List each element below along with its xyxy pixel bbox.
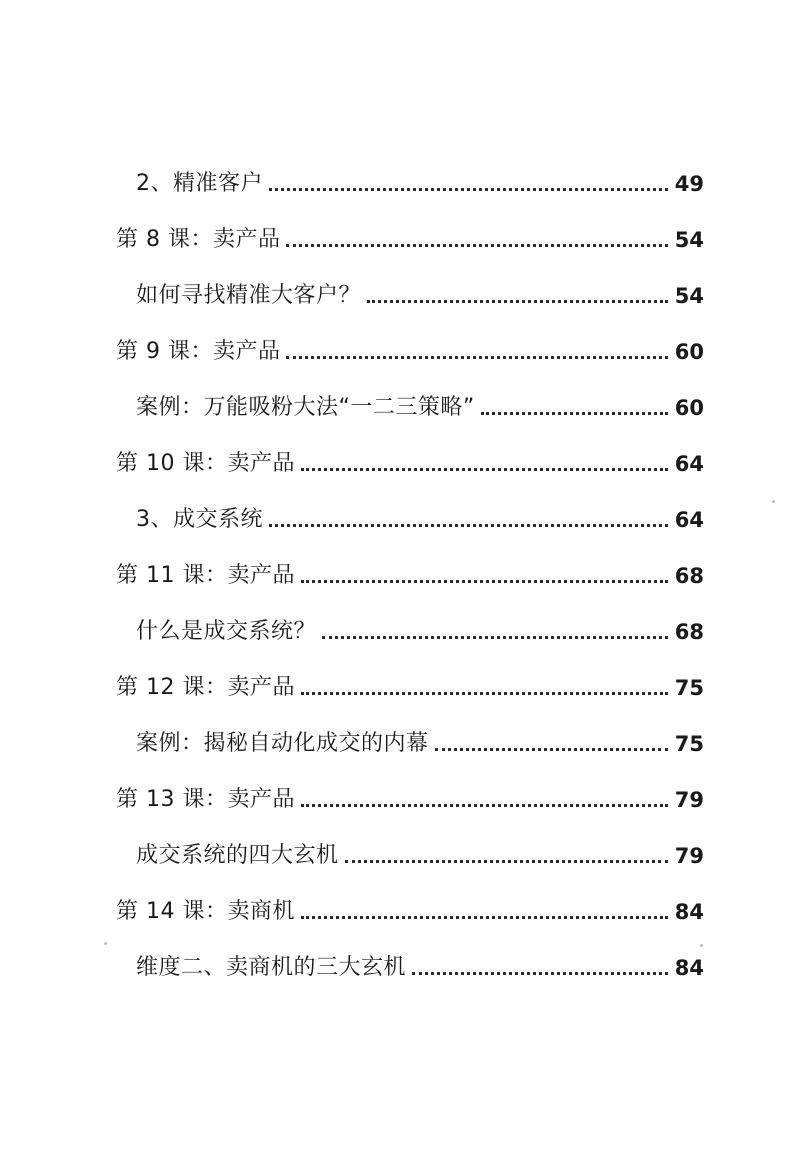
toc-entry-title: 如何寻找精准大客户？: [136, 283, 362, 308]
toc-section-entry: [136, 830, 704, 870]
toc-entry-title: 第 11 课：卖产品: [116, 563, 295, 588]
toc-dot-leader: [286, 244, 668, 247]
scan-speck: [104, 942, 107, 945]
toc-page-number: 79: [674, 844, 704, 868]
toc-dot-leader: [301, 916, 668, 919]
toc-entry-title: 案例：万能吸粉大法“一二三策略”: [136, 395, 475, 420]
toc-dot-leader: [481, 412, 668, 415]
toc-entry-title: 成交系统的四大玄机: [136, 843, 339, 868]
toc-lesson-entry: [116, 438, 704, 478]
toc-section-entry: [136, 718, 704, 758]
toc-dot-leader: [301, 692, 668, 695]
toc-page-number: 54: [674, 228, 704, 252]
scan-speck: [772, 500, 775, 503]
toc-dot-leader: [322, 636, 668, 639]
toc-page-number: 84: [674, 956, 704, 980]
toc-section-entry: [136, 158, 704, 198]
toc-dot-leader: [435, 748, 668, 751]
toc-page-number: 75: [674, 676, 704, 700]
toc-lesson-entry: [116, 886, 704, 926]
toc-dot-leader: [301, 580, 668, 583]
toc-entry-title: 第 14 课：卖商机: [116, 899, 295, 924]
toc-lesson-entry: [116, 326, 704, 366]
toc-dot-leader: [412, 972, 668, 975]
toc-entry-title: 第 13 课：卖产品: [116, 787, 295, 812]
toc-section-entry: [136, 494, 704, 534]
toc-page-number: 68: [674, 564, 704, 588]
toc-page-number: 84: [674, 900, 704, 924]
toc-entry-title: 2、精准客户: [136, 171, 263, 196]
toc-page-number: 64: [674, 452, 704, 476]
toc-entry-title: 案例：揭秘自动化成交的内幕: [136, 731, 429, 756]
toc-entry-title: 第 10 课：卖产品: [116, 451, 295, 476]
toc-section-entry: [136, 606, 704, 646]
toc-entry-title: 3、成交系统: [136, 507, 263, 532]
toc-dot-leader: [367, 300, 668, 303]
toc-page-number: 79: [674, 788, 704, 812]
toc-section-entry: [136, 942, 704, 982]
toc-lesson-entry: [116, 774, 704, 814]
toc-entry-title: 第 9 课：卖产品: [116, 339, 281, 364]
toc-page-number: 68: [674, 620, 704, 644]
scan-speck: [700, 944, 703, 947]
toc-section-entry: [136, 382, 704, 422]
toc-dot-leader: [301, 468, 668, 471]
toc-entry-title: 什么是成交系统？: [136, 619, 317, 644]
toc-dot-leader: [269, 188, 668, 191]
toc-page-number: 54: [674, 284, 704, 308]
toc-dot-leader: [269, 524, 668, 527]
toc-entry-title: 第 8 课：卖产品: [116, 227, 281, 252]
toc-dot-leader: [345, 860, 668, 863]
toc-page-number: 49: [674, 172, 704, 196]
toc-page-number: 60: [674, 396, 704, 420]
toc-entry-title: 第 12 课：卖产品: [116, 675, 295, 700]
toc-lesson-entry: [116, 214, 704, 254]
toc-lesson-entry: [116, 550, 704, 590]
toc-page-number: 60: [674, 340, 704, 364]
toc-page-number: 75: [674, 732, 704, 756]
toc-entry-title: 维度二、卖商机的三大玄机: [136, 955, 407, 980]
toc-section-entry: [136, 270, 704, 310]
toc-lesson-entry: [116, 662, 704, 702]
toc-dot-leader: [301, 804, 668, 807]
toc-dot-leader: [286, 356, 668, 359]
toc-page-number: 64: [674, 508, 704, 532]
